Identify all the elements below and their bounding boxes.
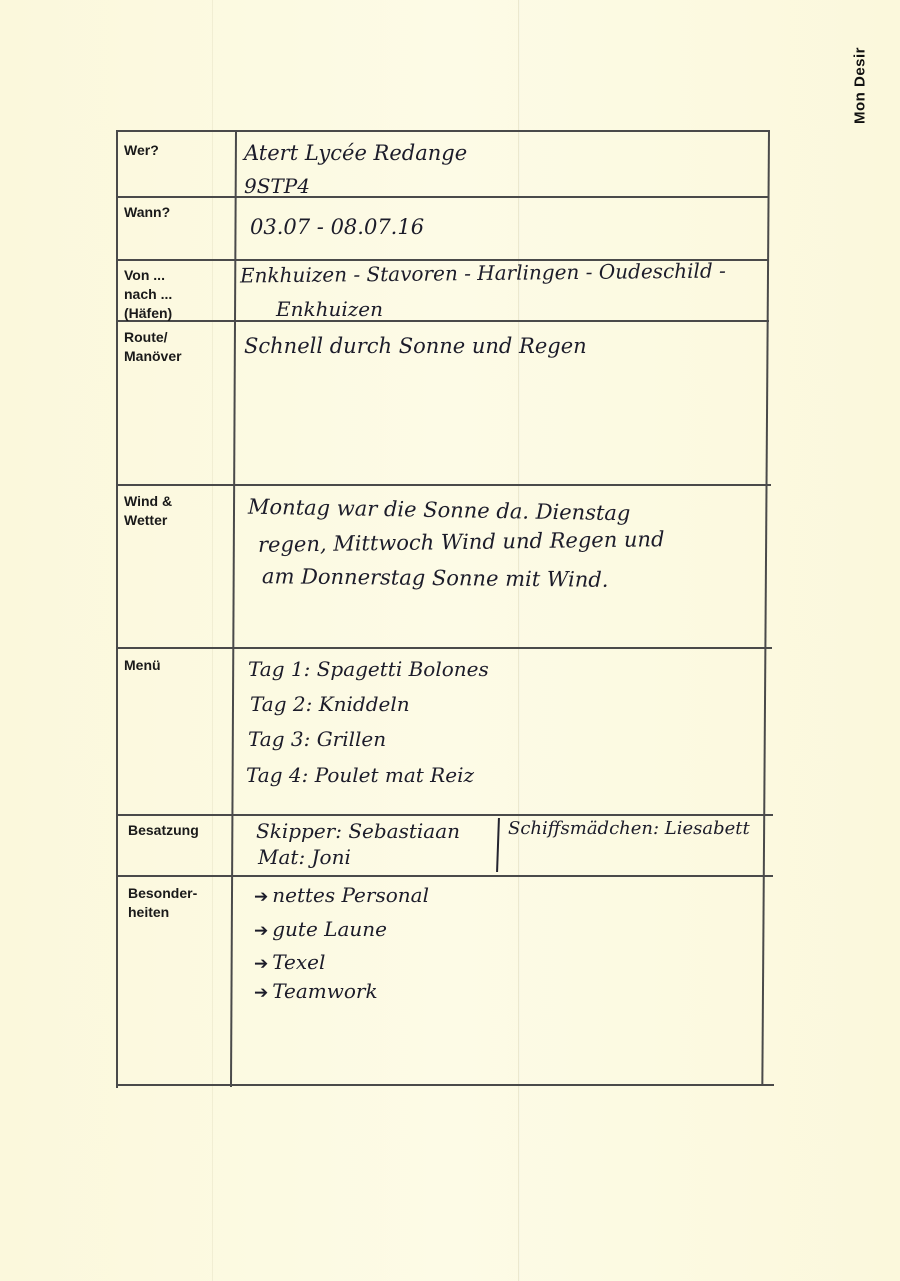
- special-item-text: Texel: [272, 950, 326, 974]
- wann-dates: 03.07 - 08.07.16: [250, 215, 425, 239]
- special-item-text: Teamwork: [272, 979, 378, 1003]
- table-border-top: [116, 130, 768, 132]
- row-divider: [116, 320, 769, 322]
- row-divider: [116, 196, 768, 198]
- special-item-text: nettes Personal: [272, 883, 429, 907]
- arrow-right-icon: ➔: [254, 887, 269, 907]
- label-menu: Menü: [124, 657, 161, 673]
- table-border-left: [116, 130, 118, 1088]
- menu-day3: Tag 3: Grillen: [248, 727, 387, 751]
- label-von-nach: Von ... nach ... (Häfen): [124, 267, 173, 321]
- arrow-right-icon: ➔: [254, 921, 269, 941]
- arrow-right-icon: ➔: [254, 954, 269, 974]
- label-besatzung: Besatzung: [128, 822, 199, 838]
- ship-name: Mon Desir: [851, 46, 869, 124]
- label-wer: Wer?: [124, 142, 159, 158]
- crew-skipper: Skipper: Sebastiaan: [256, 819, 461, 843]
- wind-line1: Montag war die Sonne da. Dienstag: [247, 494, 631, 526]
- paper-fold-center: [518, 0, 520, 1281]
- label-wind-wetter: Wind & Wetter: [124, 493, 173, 528]
- label-route: Route/ Manöver: [124, 329, 182, 364]
- special-item: [254, 914, 387, 947]
- crew-schiffsmaedchen: Schiffsmädchen: Liesabett: [508, 818, 750, 839]
- von-route-line2: Enkhuizen: [276, 297, 384, 321]
- route-text: Schnell durch Sonne und Regen: [244, 334, 587, 358]
- menu-day1: Tag 1: Spagetti Bolones: [248, 657, 489, 681]
- wind-line2: regen, Mittwoch Wind und Regen und: [257, 527, 665, 557]
- wer-school: Atert Lycée Redange: [244, 141, 468, 165]
- arrow-right-icon: ➔: [254, 983, 269, 1003]
- von-route-line1: Enkhuizen - Stavoren - Harlingen - Oudeschild -: [239, 258, 726, 288]
- special-item: [254, 880, 429, 913]
- paper-fold: [212, 0, 213, 1281]
- label-besonderheiten: Besonder- heiten: [128, 885, 198, 920]
- row-divider: [116, 875, 773, 877]
- row-divider: [116, 484, 771, 486]
- row-divider: [116, 647, 772, 649]
- special-item-text: gute Laune: [272, 917, 387, 941]
- special-item: [254, 976, 378, 1009]
- menu-day4: Tag 4: Poulet mat Reiz: [246, 763, 474, 787]
- table-border-bottom: [116, 1084, 774, 1086]
- wind-line3: am Donnerstag Sonne mit Wind.: [261, 564, 609, 592]
- crew-mat: Mat: Joni: [258, 845, 351, 869]
- label-wann: Wann?: [124, 204, 171, 220]
- wer-class: 9STP4: [244, 174, 310, 198]
- menu-day2: Tag 2: Kniddeln: [250, 692, 410, 716]
